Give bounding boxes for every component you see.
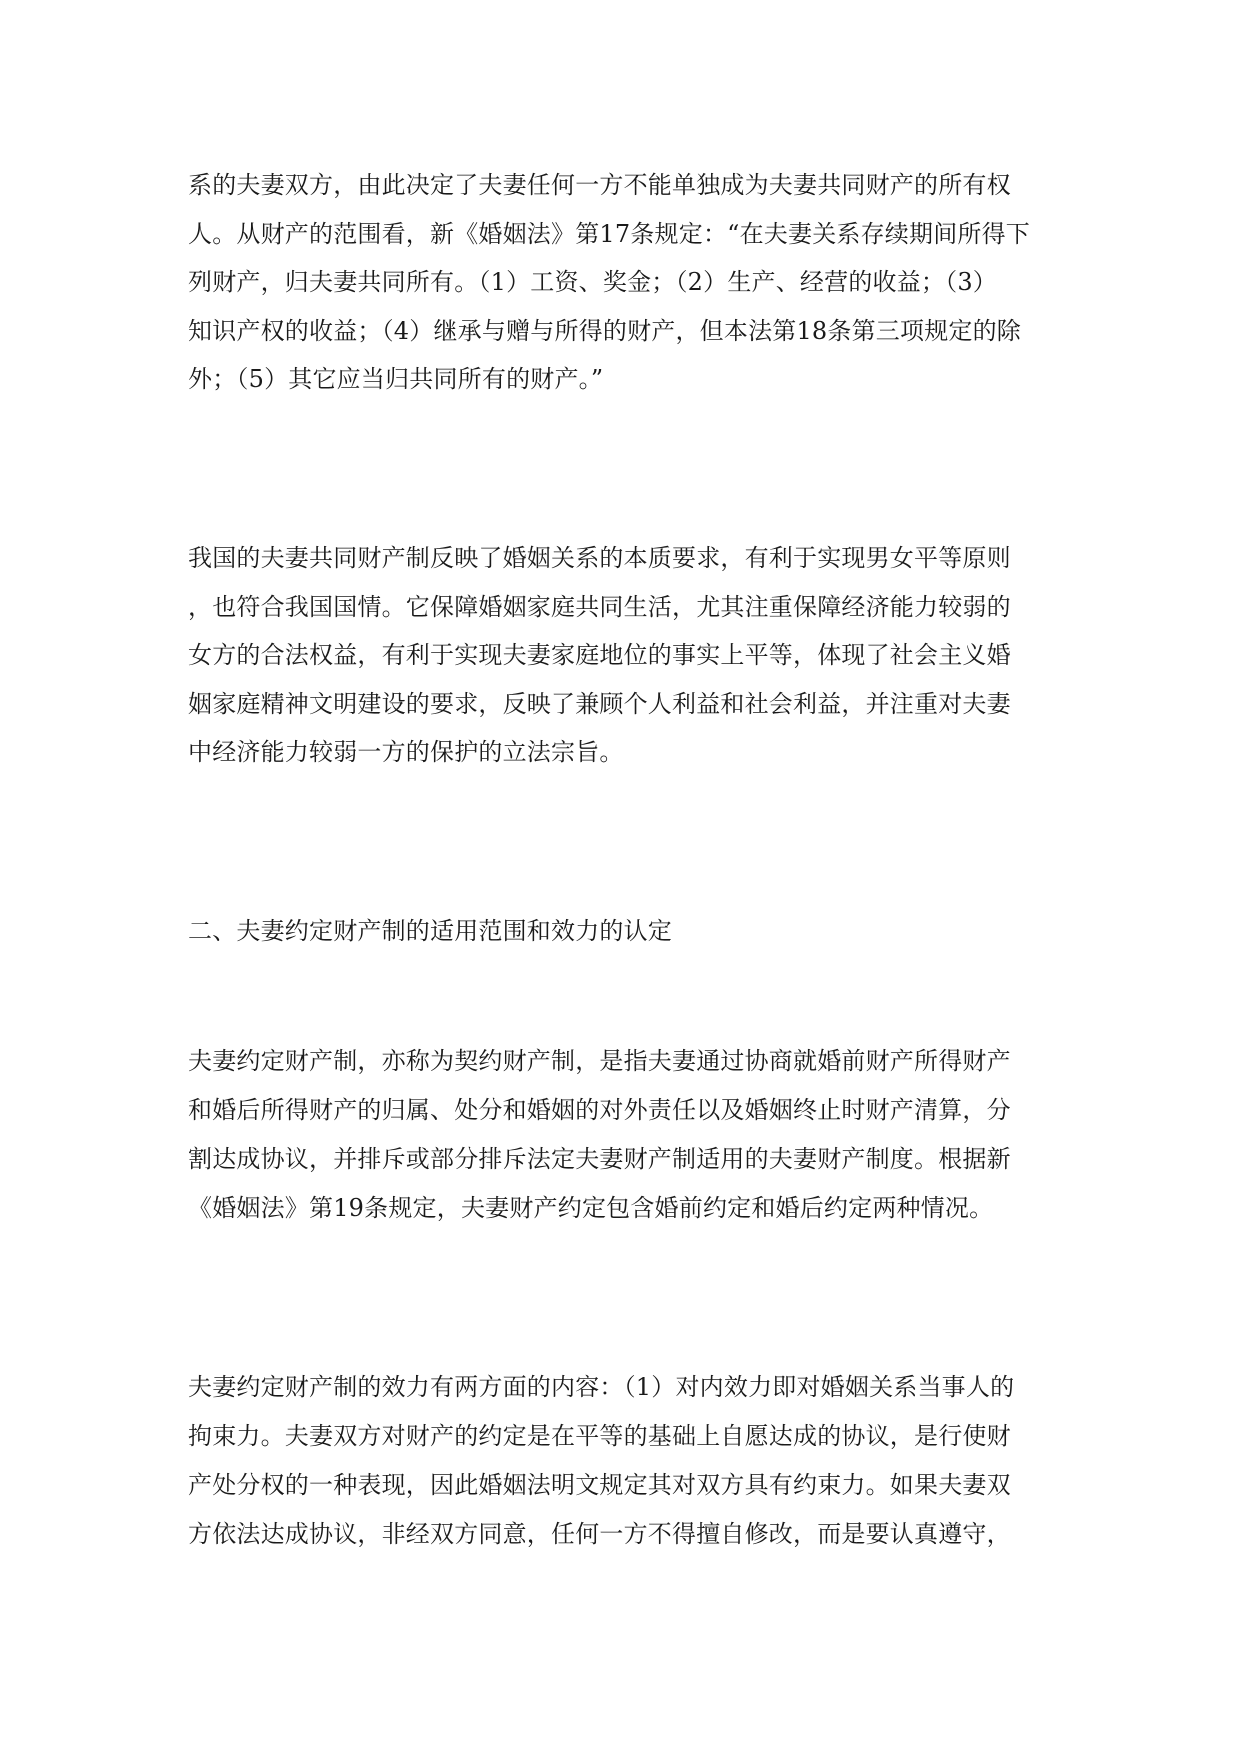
heading-text: 二、夫妻约定财产制的适用范围和效力的认定 bbox=[188, 917, 672, 945]
text-line: 和婚后所得财产的归属、处分和婚姻的对外责任以及婚姻终止时财产清算，分 bbox=[188, 1096, 1011, 1124]
text-line: 我国的夫妻共同财产制反映了婚姻关系的本质要求，有利于实现男女平等原则 bbox=[188, 544, 1011, 572]
text-line: 《婚姻法》第19条规定，夫妻财产约定包含婚前约定和婚后约定两种情况。 bbox=[188, 1194, 994, 1222]
text-line: 外；（5）其它应当归共同所有的财产。” bbox=[188, 365, 604, 393]
text-line: 女方的合法权益，有利于实现夫妻家庭地位的事实上平等，体现了社会主义婚 bbox=[188, 641, 1011, 669]
text-line: 知识产权的收益；（4）继承与赠与所得的财产，但本法第18条第三项规定的除 bbox=[188, 317, 1022, 345]
text-line: 夫妻约定财产制的效力有两方面的内容：（1）对内效力即对婚姻关系当事人的 bbox=[188, 1373, 1015, 1401]
text-line: 拘束力。夫妻双方对财产的约定是在平等的基础上自愿达成的协议，是行使财 bbox=[188, 1422, 1011, 1450]
text-line: ，也符合我国国情。它保障婚姻家庭共同生活，尤其注重保障经济能力较弱的 bbox=[188, 593, 1011, 621]
text-line: 割达成协议，并排斥或部分排斥法定夫妻财产制适用的夫妻财产制度。根据新 bbox=[188, 1145, 1011, 1173]
text-line: 姻家庭精神文明建设的要求，反映了兼顾个人利益和社会利益，并注重对夫妻 bbox=[188, 690, 1011, 718]
text-line: 列财产，归夫妻共同所有。（1）工资、奖金；（2）生产、经营的收益；（3） bbox=[188, 268, 998, 296]
text-line: 系的夫妻双方，由此决定了夫妻任何一方不能单独成为夫妻共同财产的所有权 bbox=[188, 171, 1011, 199]
text-line: 人。从财产的范围看，新《婚姻法》第17条规定：“在夫妻关系存续期间所得下 bbox=[188, 220, 1031, 248]
text-line: 方依法达成协议，非经双方同意，任何一方不得擅自修改，而是要认真遵守， bbox=[188, 1520, 1011, 1548]
text-line: 产处分权的一种表现，因此婚姻法明文规定其对双方具有约束力。如果夫妻双 bbox=[188, 1471, 1011, 1499]
text-line: 夫妻约定财产制，亦称为契约财产制，是指夫妻通过协商就婚前财产所得财产 bbox=[188, 1047, 1011, 1075]
text-line: 中经济能力较弱一方的保护的立法宗旨。 bbox=[188, 738, 624, 766]
